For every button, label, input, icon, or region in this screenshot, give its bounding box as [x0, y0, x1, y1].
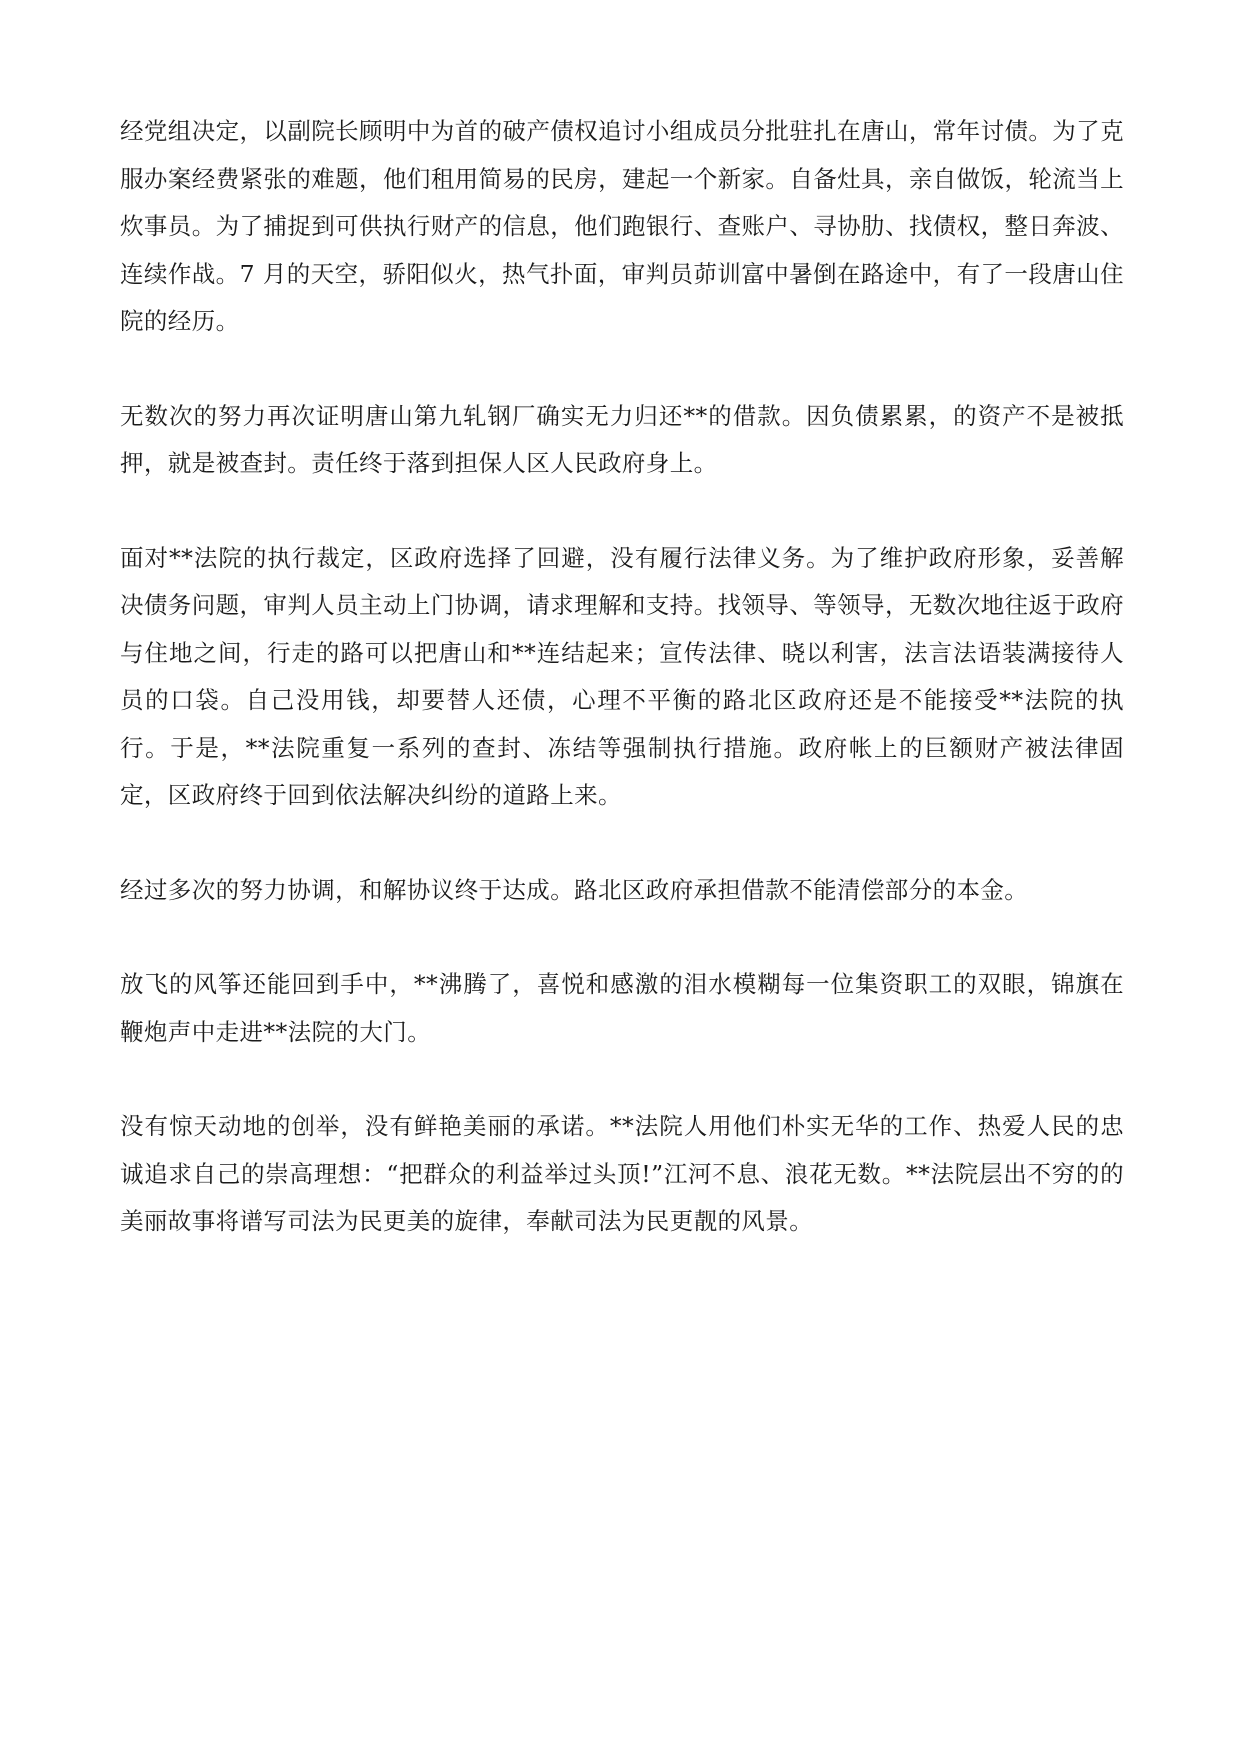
paragraph-4: 经过多次的努力协调，和解协议终于达成。路北区政府承担借款不能清偿部分的本金。	[120, 875, 1029, 904]
paragraph-6: 没有惊天动地的创举，没有鲜艳美丽的承诺。**法院人用他们朴实无华的工作、热爱人民的忠诚追求自己的崇高理想：“把群众的利益举过头顶!”江河不息、浪花无数。**法院层出不穷的的美丽故事将谱写司法为民更美的旋律，奉献司法为民更靓的风景。	[120, 1112, 1124, 1235]
paragraph-3: 面对**法院的执行裁定，区政府选择了回避，没有履行法律义务。为了维护政府形象，妥善解决债务问题，审判人员主动上门协调，请求理解和支持。找领导、等领导，无数次地往返于政府与住地之间，行走的路可以把唐山和**连结起来；宣传法律、晓以利害，法言法语装满接待人员的口袋。自己没用钱，却要替人还债，心理不平衡的路北区政府还是不能接受**法院的执行。于是，**法院重复一系列的查封、冻结等强制执行措施。政府帐上的巨额财产被法律固定，区政府终于回到依法解决纠纷的道路上来。	[120, 543, 1124, 809]
document-body	[120, 108, 1124, 1293]
paragraph-2: 无数次的努力再次证明唐山第九轧钢厂确实无力归还**的借款。因负债累累，的资产不是被抵押，就是被查封。责任终于落到担保人区人民政府身上。	[120, 401, 1124, 477]
paragraph-5: 放飞的风筝还能回到手中，**沸腾了，喜悦和感激的泪水模糊每一位集资职工的双眼，锦旗在鞭炮声中走进**法院的大门。	[120, 970, 1124, 1046]
paragraph-1: 经党组决定，以副院长顾明中为首的破产债权追讨小组成员分批驻扎在唐山，常年讨债。为了克服办案经费紧张的难题，他们租用简易的民房，建起一个新家。自备灶具，亲自做饭，轮流当上炊事员。为了捕捉到可供执行财产的信息，他们跑银行、查账户、寻协肋、找债权，整日奔波、连续作战。7 月的天空，骄阳似火，热气扑面，审判员茆训富中暑倒在路途中，有了一段唐山住院的经历。	[120, 117, 1124, 335]
